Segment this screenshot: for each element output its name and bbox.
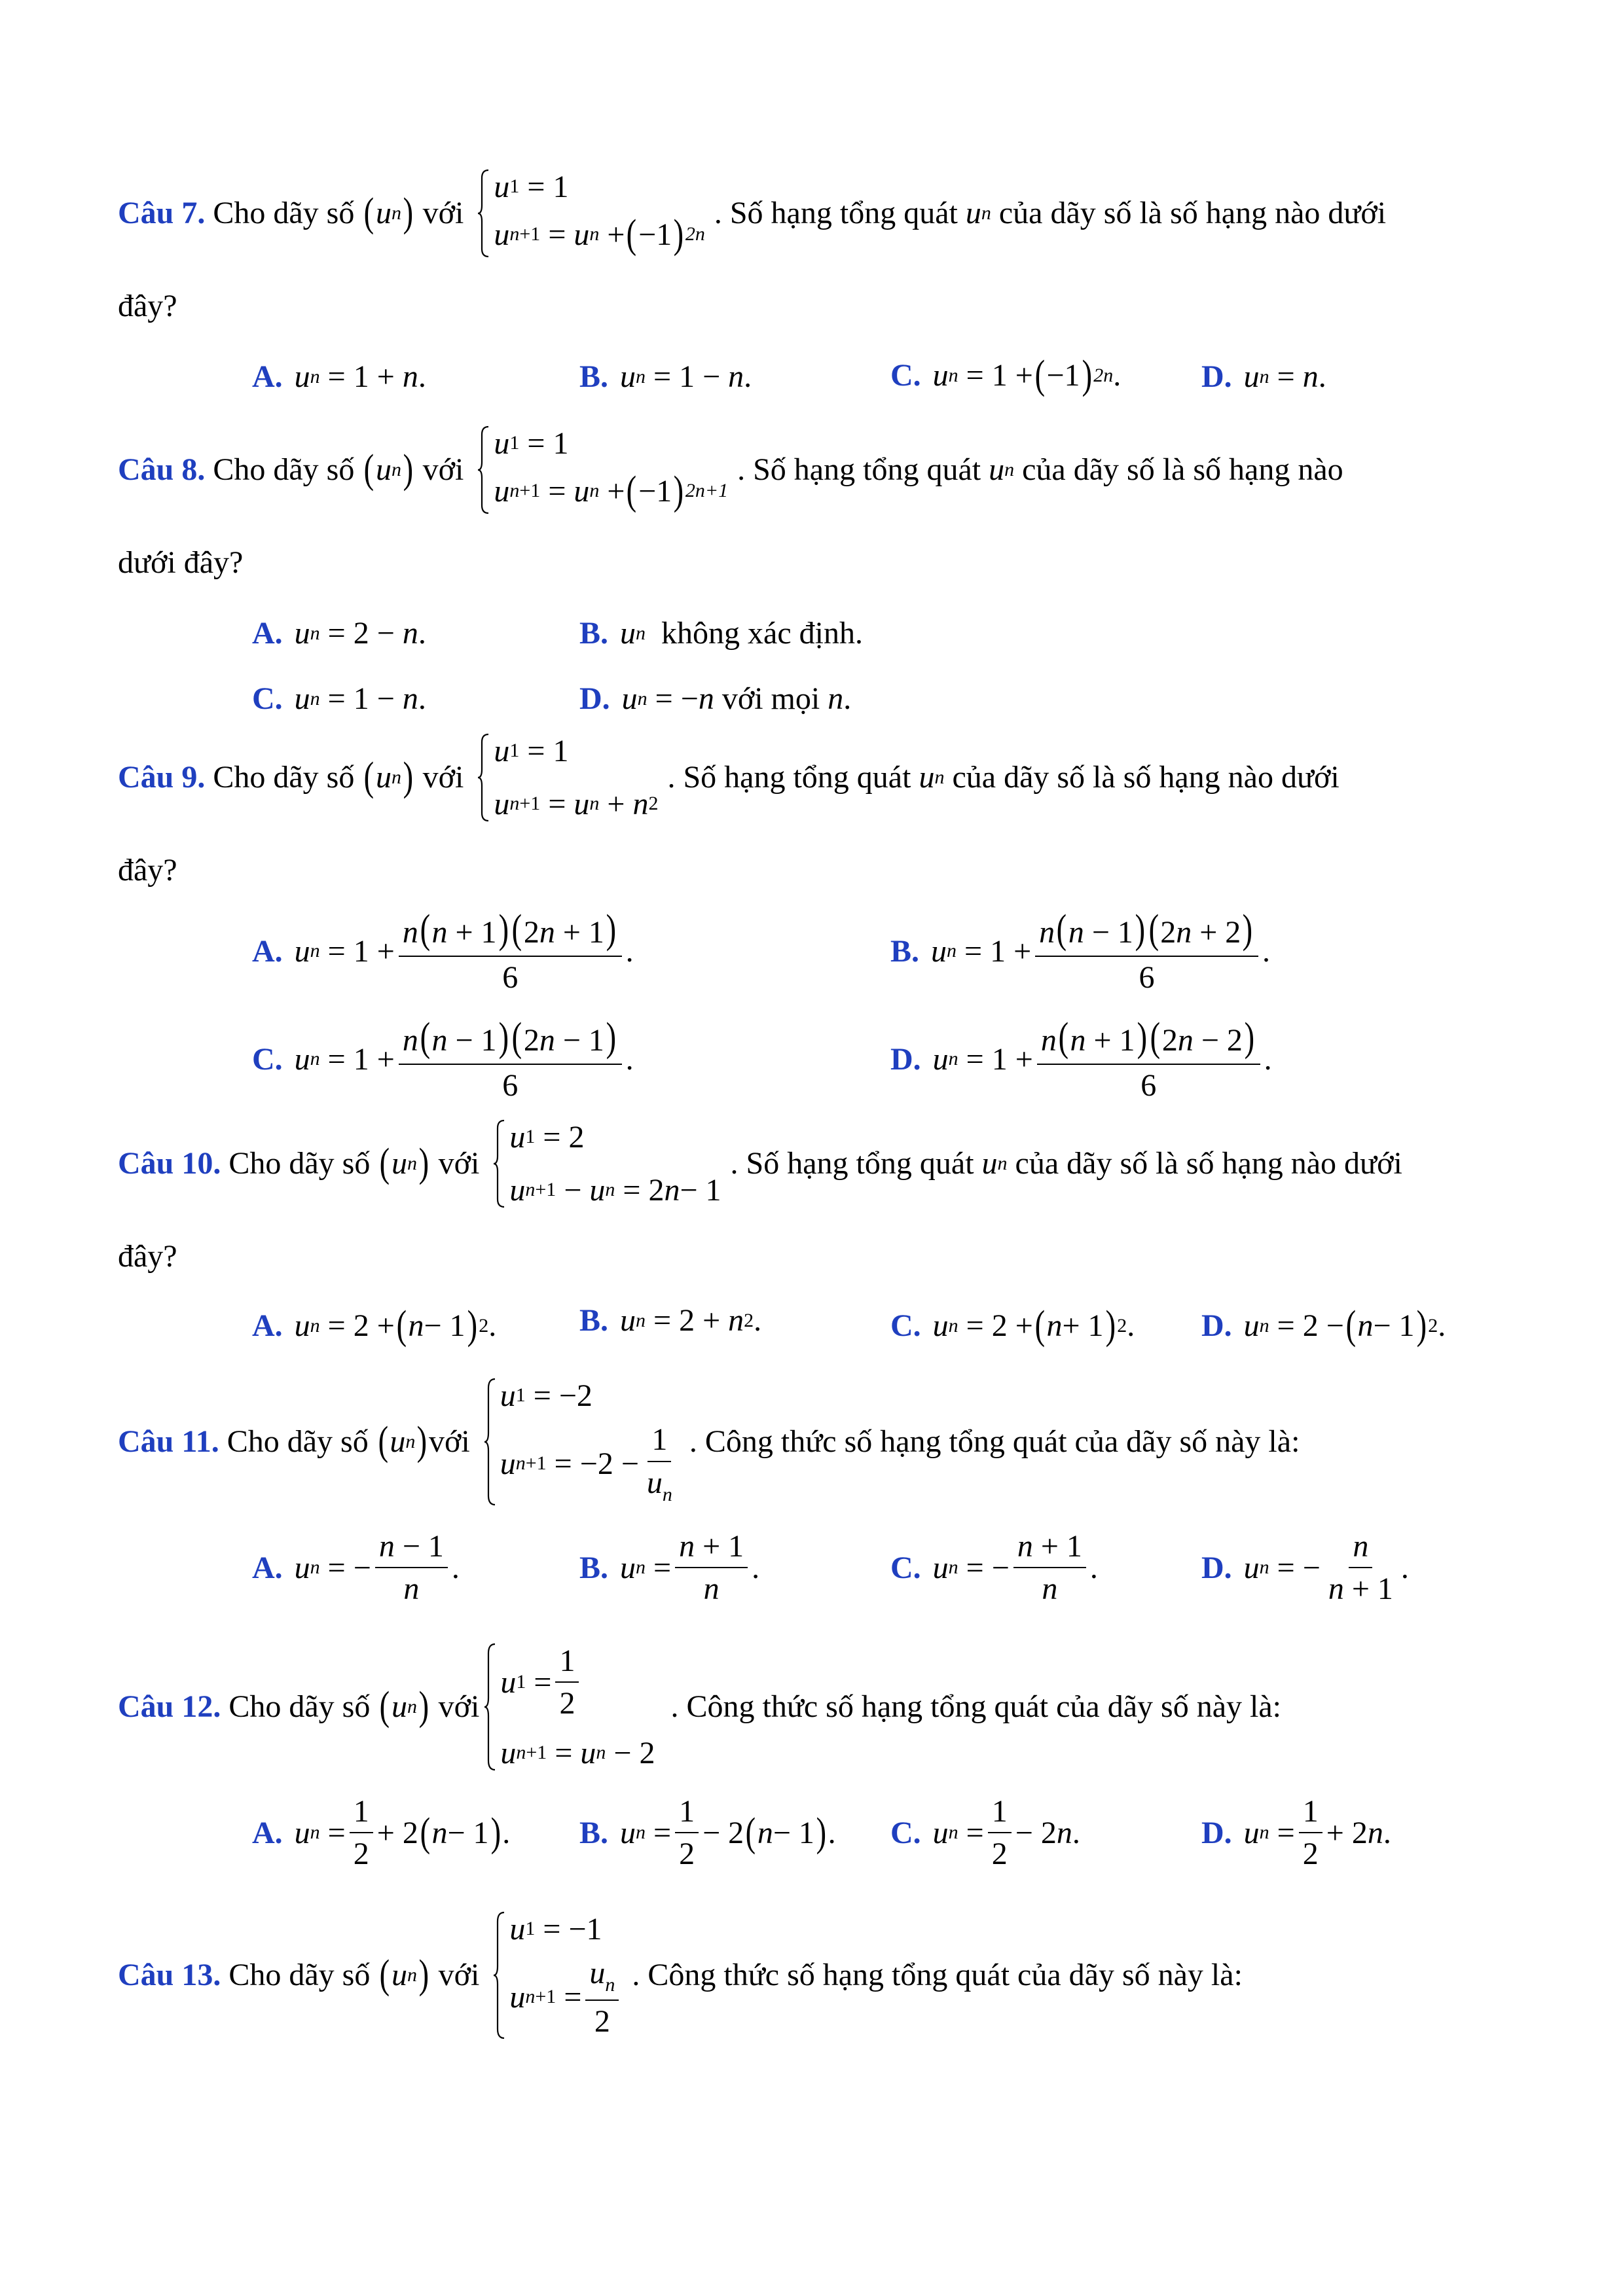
option-letter: B. [579,359,609,394]
question-13 [118,1911,1499,2039]
option-b[interactable]: B. u n = 1 − n . [579,359,752,394]
option-d[interactable]: D. u n = 2 − ( n − 1 ) 2 . [1201,1303,1446,1348]
stem-text: . Công thức số hạng tổng quát của dãy số này là: [632,1958,1243,1993]
stem-text: với [438,1958,480,1993]
question-13-stem: Câu 13. Cho dãy số ( u n ) với u 1 = −1 u n +1 = $\frac{u_n}{2}$ . Công thức số hạng tổng quát của dãy số này là: [118,1912,1243,2039]
recurrence-system: u 1 = −1 u n +1 = $\frac{u_n}{2}$ [492,1911,623,2039]
option-letter: D. [890,1041,921,1077]
option-letter: A. [252,1550,283,1585]
option-c[interactable]: C. u n = 1 − n . [252,681,426,716]
option-a[interactable]: A. u n = 1 + n . [252,359,426,394]
option-letter: C. [252,1041,283,1077]
option-c[interactable]: C. u n = 2 + ( n + 1 ) 2 . [890,1303,1135,1348]
recurrence-system: u 1 = 2 u n +1 − u n = 2 n − 1 [492,1119,721,1208]
stem-text: . Số hạng tổng quát [737,452,981,488]
question-label: Câu 10. [118,1146,221,1181]
stem-text: với [429,1424,470,1460]
option-b[interactable]: B. u n = 1 + $\frac{n(n - 1)(2n + 2)}{6}$ . [890,907,1270,995]
option-c[interactable]: C. u n = 1 + ( −1 ) 2n . [890,353,1122,397]
option-letter: D. [579,681,610,716]
option-letter: B. [890,933,920,969]
stem-text: với [438,1146,480,1181]
stem-text: của dãy số là số hạng nào dưới [952,760,1340,795]
option-letter: A. [252,1308,283,1343]
option-letter: D. [1201,1308,1232,1343]
question-9-stem: Câu 9. Cho dãy số ( u n ) với u 1 = 1 u n +1 = u n + n 2 . Số hạng tổng quát u n của dãy số là số hạng nào dưới [118,734,1340,821]
option-letter: C. [890,1550,921,1585]
question-10 [118,1119,1499,1348]
option-d[interactable]: D. u n = $\frac{1}{2}$ + 2 n . [1201,1794,1391,1871]
question-label: Câu 9. [118,760,206,795]
question-label: Câu 8. [118,452,206,488]
option-letter: D. [1201,1550,1232,1585]
option-letter: C. [890,358,921,393]
stem-continuation: đây? [118,853,177,888]
option-letter: A. [252,1815,283,1850]
option-b[interactable]: B. u n = $\frac{1}{2}$ − 2 ( n − 1 ) . [579,1794,836,1871]
stem-text: với [438,1689,480,1725]
question-7 [118,169,1499,397]
stem-text: của dãy số là số hạng nào [1022,452,1343,488]
option-letter: C. [890,1308,921,1343]
option-letter: C. [890,1815,921,1850]
stem-text: với [422,452,464,488]
recurrence-system: u 1 = −2 u n +1 = −2 − $\frac{1}{u_n}$ [483,1378,680,1506]
option-c[interactable]: C. u n = 1 + $\frac{n(n - 1)(2n - 1)}{6}$ . [252,1015,634,1103]
option-c[interactable]: C. u n = − $\frac{n + 1}{n}$ . [890,1529,1098,1606]
option-letter: D. [1201,1815,1232,1850]
question-label: Câu 11. [118,1424,219,1460]
option-letter: A. [252,359,283,394]
option-d[interactable]: D. u n = n . [1201,359,1326,394]
stem-text: . Công thức số hạng tổng quát của dãy số này là: [670,1689,1281,1725]
option-letter: B. [579,616,609,651]
question-11-stem: Câu 11. Cho dãy số ( u n ) với u 1 = −2 u n +1 = −2 − $\frac{1}{u_n}$ . Công thức số hạng tổng quát của dãy số này là: [118,1378,1300,1505]
question-8 [118,425,1499,716]
stem-text: . Số hạng tổng quát [714,196,958,231]
stem-text: . Số hạng tổng quát [667,760,911,795]
option-b[interactable]: B. u n = 2 + n 2 . [579,1303,762,1338]
option-d[interactable]: D. u n = − $\frac{n}{n + 1}$ . [1201,1529,1409,1606]
stem-text: Cho dãy số [213,196,355,231]
stem-text: Cho dãy số [228,1689,371,1725]
stem-text: của dãy số là số hạng nào dưới [998,196,1387,231]
question-label: Câu 13. [118,1958,221,1993]
stem-text: . Số hạng tổng quát [730,1146,974,1181]
option-letter: C. [252,681,283,716]
option-a[interactable]: A. u n = − $\frac{n - 1}{n}$ . [252,1529,460,1606]
stem-text: Cho dãy số [228,1146,371,1181]
stem-continuation: dưới đây? [118,545,244,580]
option-letter: A. [252,933,283,969]
option-d[interactable]: D. u n = − n với mọi n . [579,681,852,716]
question-9 [118,733,1499,1103]
option-a[interactable]: A. u n = 2 − n . [252,616,426,651]
question-12 [118,1643,1499,1871]
stem-continuation: đây? [118,1239,177,1274]
option-b[interactable]: B. u n không xác định. [579,616,863,651]
question-label: Câu 7. [118,196,206,231]
recurrence-system: u 1 = 1 u n +1 = u n + ( −1 ) 2n [477,169,704,258]
stem-text: Cho dãy số [227,1424,369,1460]
recurrence-system: u 1 = 1 u n +1 = u n + n 2 [477,733,658,822]
stem-text: Cho dãy số [213,760,355,795]
option-text: với mọi [721,681,820,716]
option-a[interactable]: A. u n = 2 + ( n − 1 ) 2 . [252,1303,497,1348]
stem-text: Cho dãy số [228,1958,371,1993]
option-c[interactable]: C. u n = $\frac{1}{2}$ − 2 n . [890,1794,1080,1871]
option-text: không xác định. [661,616,863,651]
stem-text: với [422,760,464,795]
question-10-stem: Câu 10. Cho dãy số ( u n ) với u 1 = 2 u n +1 − u n = 2 n − 1 . Số hạng tổng quát u n của dãy số là số hạng nào dưới [118,1120,1402,1208]
option-letter: B. [579,1550,609,1585]
stem-text: của dãy số là số hạng nào dưới [1015,1146,1402,1181]
recurrence-system: u 1 = 1 u n +1 = u n + ( −1 ) 2n+1 [477,425,728,514]
question-11 [118,1378,1499,1606]
recurrence-system: u 1 = $\frac{1}{2}$ u n +1 = u n − 2 [483,1643,655,1771]
question-8-stem: Câu 8. Cho dãy số ( u n ) với u 1 = 1 u n +1 = u n + ( −1 ) 2n+1 . Số hạng tổng quát u n của dãy số là số hạng nào [118,425,1499,514]
option-letter: B. [579,1815,609,1850]
option-b[interactable]: B. u n = $\frac{n + 1}{n}$ . [579,1529,760,1606]
question-label: Câu 12. [118,1689,221,1725]
question-12-stem: Câu 12. Cho dãy số ( u n ) với u 1 = $\frac{1}{2}$ u n +1 = u n − 2 . Công thức số hạng tổng quát của dãy số này là: [118,1643,1281,1770]
option-letter: D. [1201,359,1232,394]
option-a[interactable]: A. u n = 1 + $\frac{n(n + 1)(2n + 1)}{6}$ . [252,907,634,995]
stem-text: với [422,196,464,231]
option-letter: B. [579,1303,609,1338]
option-letter: A. [252,616,283,651]
option-a[interactable]: A. u n = $\frac{1}{2}$ + 2 ( n − 1 ) . [252,1794,511,1871]
stem-text: . Công thức số hạng tổng quát của dãy số này là: [689,1424,1300,1460]
question-7-stem: Câu 7. Cho dãy số ( u n ) với u 1 = 1 u n +1 = u n + ( −1 ) 2n . Số hạng tổng quát u n của dãy số là số hạng nào dưới [118,169,1499,258]
stem-text: Cho dãy số [213,452,355,488]
stem-continuation: đây? [118,289,177,323]
option-d[interactable]: D. u n = 1 + $\frac{n(n + 1)(2n - 2)}{6}$ . [890,1015,1272,1103]
